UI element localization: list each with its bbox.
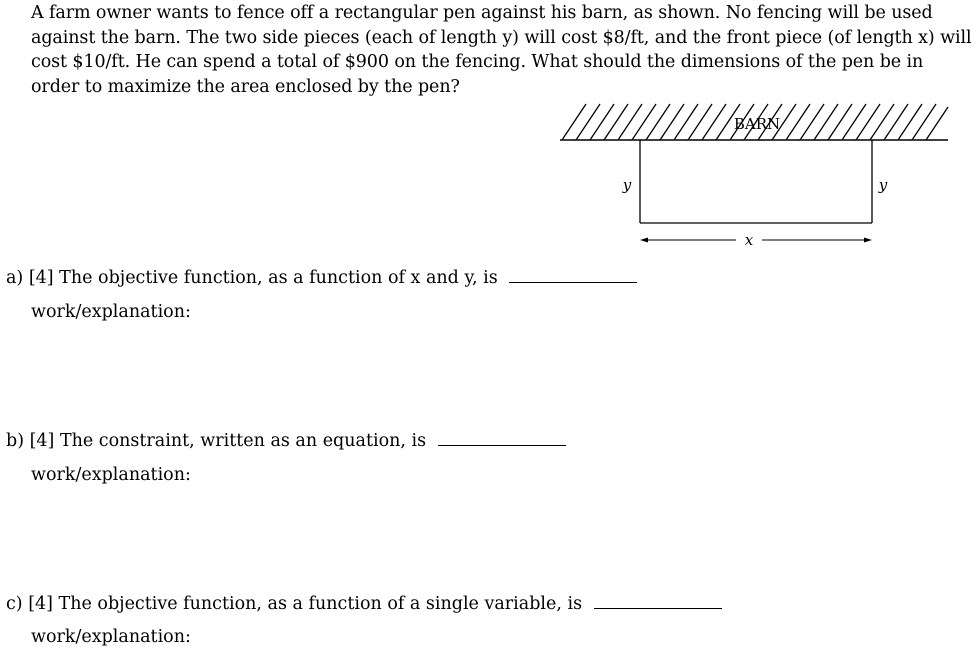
question-b bbox=[6, 429, 566, 452]
question-a-answer-blank[interactable] bbox=[509, 266, 637, 283]
problem-statement: A farm owner wants to fence off a rectangular pen against his barn, as shown. No fencing will be used against the barn. The two side pieces (each of length y) will cost $8/ft, and the front piece (of length x) will cost $10/ft. He can spend a total of $900 on the fencing. What should the dimensions of the pen be in order to maximize the area enclosed by the pen? bbox=[31, 3, 972, 97]
question-c-answer-blank[interactable] bbox=[594, 592, 722, 609]
question-b-text: b) [4] The constraint, written as an equation, is bbox=[6, 431, 427, 451]
label-x: x bbox=[744, 231, 754, 249]
question-b-work-label: work/explanation: bbox=[31, 465, 191, 485]
arrowhead-left bbox=[640, 238, 648, 243]
barn-pen-diagram bbox=[556, 96, 956, 256]
question-a-work-label: work/explanation: bbox=[31, 302, 191, 322]
question-a-text: a) [4] The objective function, as a function of x and y, is bbox=[6, 268, 498, 288]
question-c-text: c) [4] The objective function, as a function of a single variable, is bbox=[6, 594, 583, 614]
arrowhead-right bbox=[864, 238, 872, 243]
label-y-left: y bbox=[622, 176, 632, 194]
question-c-work-label: work/explanation: bbox=[31, 627, 191, 647]
question-c bbox=[6, 592, 722, 615]
question-a bbox=[6, 266, 637, 289]
label-y-right: y bbox=[878, 176, 888, 194]
question-b-answer-blank[interactable] bbox=[438, 429, 566, 446]
barn-label: BARN bbox=[733, 115, 781, 133]
